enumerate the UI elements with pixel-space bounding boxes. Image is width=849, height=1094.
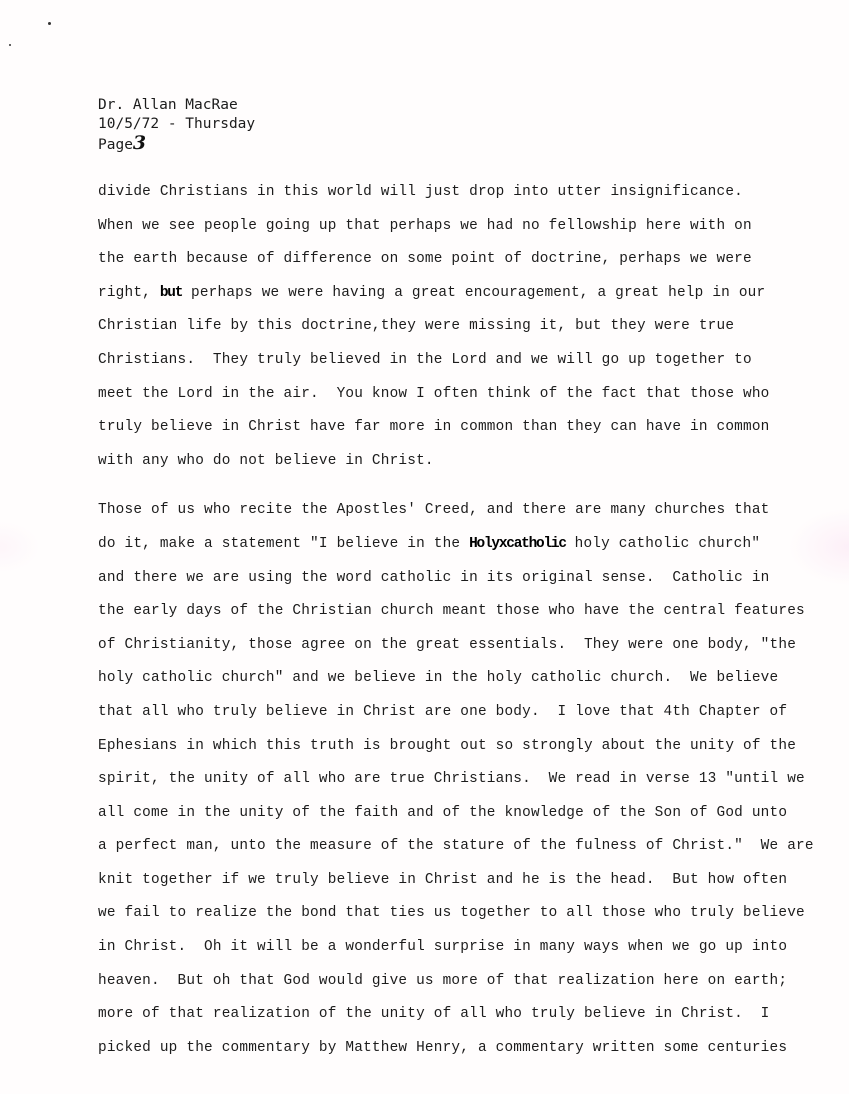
date-line: 10/5/72 - Thursday bbox=[98, 116, 256, 132]
text-line: picked up the commentary by Matthew Henry, a commentary written some centuries bbox=[98, 1039, 788, 1056]
text-line: heaven. But oh that God would give us more of that realization here on earth; bbox=[98, 972, 788, 989]
text-line: Christian life by this doctrine,they were missing it, but they were true bbox=[98, 318, 735, 335]
text-line: and there we are using the word catholic in its original sense. Catholic in bbox=[98, 569, 770, 586]
text-line: we fail to realize the bond that ties us together to all those who truly believe bbox=[98, 905, 805, 922]
ink-speck bbox=[48, 22, 51, 25]
text-segment: do it, make a statement "I believe in the bbox=[98, 535, 470, 552]
text-line: holy catholic church" and we believe in the holy catholic church. We believe bbox=[98, 670, 779, 687]
text-line: in Christ. Oh it will be a wonderful surprise in many ways when we go up into bbox=[98, 939, 788, 956]
text-line: a perfect man, unto the measure of the stature of the fulness of Christ." We are bbox=[98, 838, 814, 855]
text-line: with any who do not believe in Christ. bbox=[98, 452, 434, 469]
document-body bbox=[98, 176, 814, 1065]
text-line bbox=[98, 528, 798, 562]
text-line: Those of us who recite the Apostles' Creed, and there are many churches that bbox=[98, 502, 770, 519]
text-segment: holy catholic church" bbox=[565, 535, 761, 552]
text-line: spirit, the unity of all who are true Christians. We read in verse 13 "until we bbox=[98, 771, 805, 788]
text-line: truly believe in Christ have far more in common than they can have in common bbox=[98, 419, 770, 436]
paragraph-1 bbox=[98, 176, 798, 478]
struck-out-text: Holyxcatholic bbox=[469, 535, 566, 552]
page-number-line bbox=[98, 134, 255, 155]
page-number: 3 bbox=[132, 132, 147, 154]
text-line: more of that realization of the unity of all who truly believe in Christ. I bbox=[98, 1006, 770, 1023]
text-segment: right, bbox=[98, 284, 160, 301]
page-header bbox=[98, 96, 255, 155]
author-name: Dr. Allan MacRae bbox=[98, 97, 238, 113]
text-line: knit together if we truly believe in Christ and he is the head. But how often bbox=[98, 871, 788, 888]
text-line: the early days of the Christian church meant those who have the central features bbox=[98, 603, 805, 620]
text-line: When we see people going up that perhaps we had no fellowship here with on bbox=[98, 217, 752, 234]
text-line bbox=[98, 277, 798, 311]
text-line: divide Christians in this world will just drop into utter insignificance. bbox=[98, 184, 744, 200]
text-line: Ephesians in which this truth is brought out so strongly about the unity of the bbox=[98, 737, 797, 754]
paragraph-gap bbox=[98, 478, 798, 494]
text-line: Christians. They truly believed in the Lord and we will go up together to bbox=[98, 351, 752, 368]
text-segment: perhaps we were having a great encouragement, a great help in our bbox=[182, 284, 766, 301]
ink-speck bbox=[9, 44, 11, 46]
text-line: the earth because of difference on some point of doctrine, perhaps we were bbox=[98, 251, 752, 268]
text-line: all come in the unity of the faith and of the knowledge of the Son of God unto bbox=[98, 804, 788, 821]
text-line: that all who truly believe in Christ are one body. I love that 4th Chapter of bbox=[98, 703, 788, 720]
struck-out-text: but bbox=[159, 284, 183, 301]
page-label: Page bbox=[98, 137, 133, 153]
text-line: of Christianity, those agree on the great essentials. They were one body, "the bbox=[98, 636, 797, 653]
paragraph-2 bbox=[98, 494, 814, 1065]
text-line: meet the Lord in the air. You know I often think of the fact that those who bbox=[98, 385, 770, 402]
